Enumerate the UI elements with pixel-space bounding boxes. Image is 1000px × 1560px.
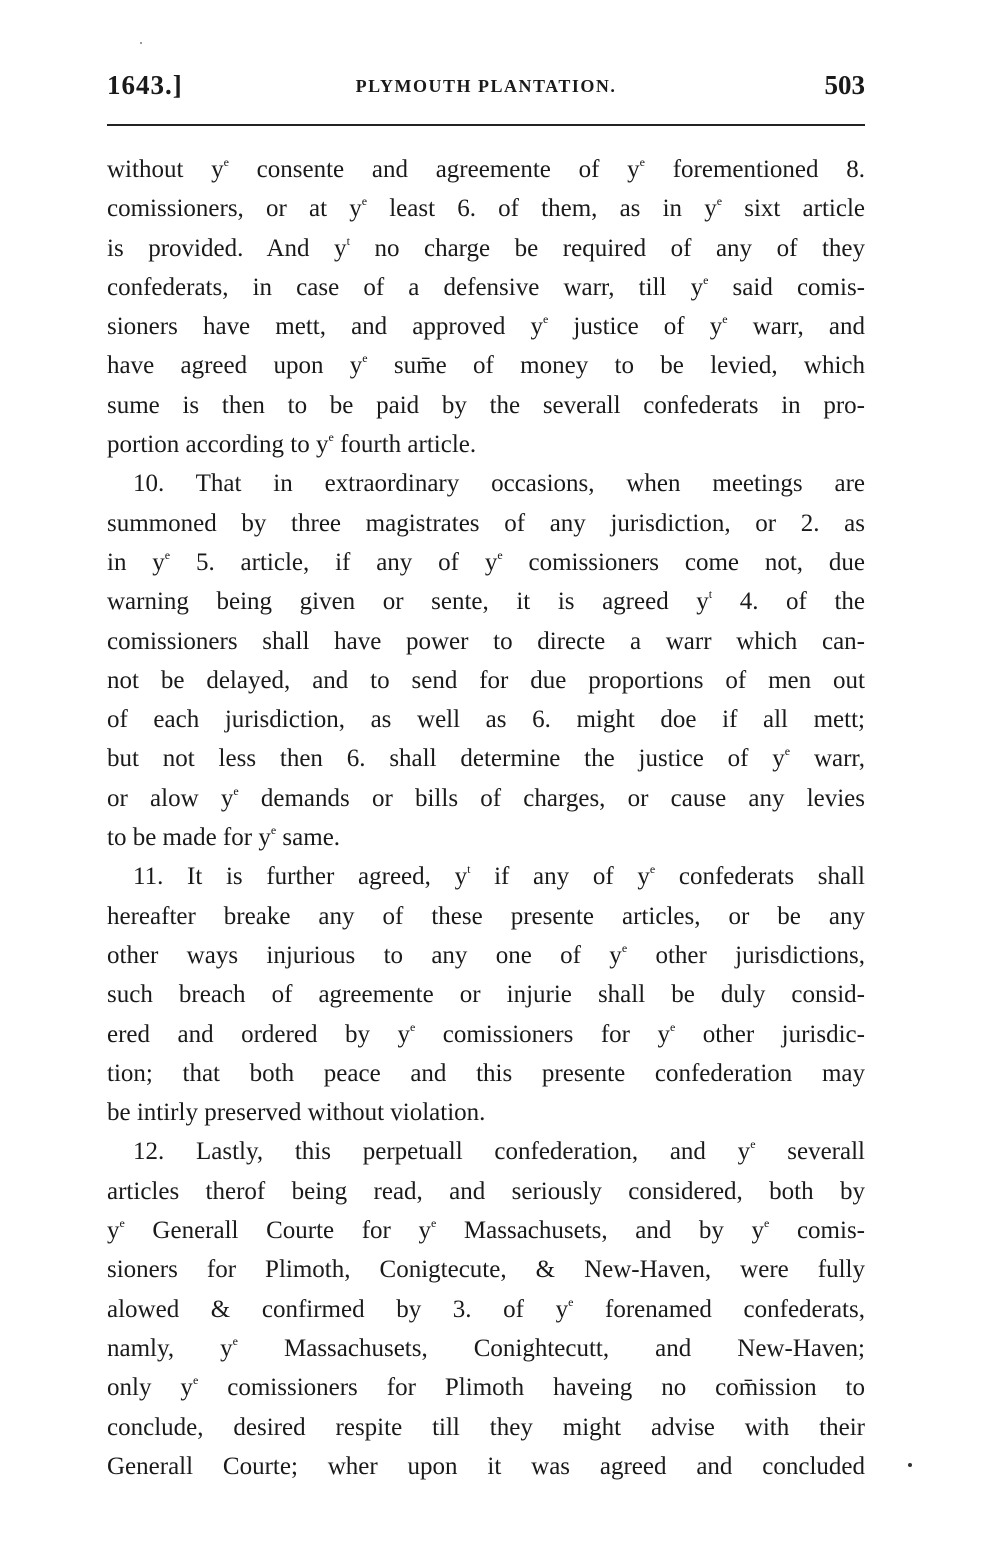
text-line: warning being given or sente, it is agreed $y^t$ 4. of the xyxy=(107,587,865,616)
text-line: namly, $y^e$ Massachusets, Conightecutt, and New-Haven; xyxy=(107,1333,865,1362)
text-line: or alow $y^e$ demands or bills of charges, or cause any levies xyxy=(107,783,866,812)
text-line: only $y^e$ comissioners for Plimoth haveing no com̄ission to xyxy=(107,1373,865,1402)
text-line: 11. It is further agreed, $y^t$ if any of $y^e$ confederats shall xyxy=(133,862,865,891)
header-rule xyxy=(107,124,865,126)
text-line: hereafter breake any of these presente articles, or be any xyxy=(107,902,865,930)
text-line: but not less then 6. shall determine the justice of $y^e$ warr, xyxy=(107,744,865,773)
text-line: not be delayed, and to send for due proportions of men out xyxy=(107,666,865,694)
text-line: other ways injurious to any one of $y^e$ other jurisdictions, xyxy=(107,940,865,969)
text-line: comissioners shall have power to directe a warr which can- xyxy=(107,627,865,655)
text-line: be intirly preserved without violation. xyxy=(107,1099,486,1127)
page-body xyxy=(107,150,865,1486)
text-line: comissioners, or at $y^e$ least 6. of them, as in $y^e$ sixt article xyxy=(107,194,865,223)
text-line: confederats, in case of a defensive warr, till $y^e$ said comis- xyxy=(107,272,865,301)
text-line: sioners have mett, and approved $y^e$ justice of $y^e$ warr, and xyxy=(107,312,865,341)
text-line: 10. That in extraordinary occasions, when meetings are xyxy=(133,470,865,498)
text-line: sioners for Plimoth, Conigtecute, & New-Haven, were fully xyxy=(107,1256,865,1284)
text-line: of each jurisdiction, as well as 6. might doe if all mett; xyxy=(107,706,865,734)
text-line: $y^e$ Generall Courte for $y^e$ Massachusets, and by $y^e$ comis- xyxy=(107,1216,865,1245)
text-line: to be made for $y^e$ same. xyxy=(107,823,341,852)
stray-ink-dot xyxy=(908,1463,912,1467)
text-line: in $y^e$ 5. article, if any of $y^e$ comissioners come not, due xyxy=(107,547,865,576)
paragraph-continuation xyxy=(107,150,865,464)
text-line: is provided. And $y^t$ no charge be required of any of they xyxy=(107,233,865,262)
text-line: articles therof being read, and seriously considered, both by xyxy=(107,1177,865,1205)
stray-ink-mark xyxy=(140,42,142,44)
paragraph-article-10 xyxy=(107,464,865,857)
text-line: 12. Lastly, this perpetuall confederation, and $y^e$ severall xyxy=(133,1137,865,1166)
running-title: PLYMOUTH PLANTATION. xyxy=(355,76,617,96)
header-year: 1643.] xyxy=(107,70,183,100)
text-line: such breach of agreemente or injurie shall be duly consid- xyxy=(107,981,865,1009)
paragraph-article-11 xyxy=(107,857,865,1132)
text-line: summoned by three magistrates of any jurisdiction, or 2. as xyxy=(107,509,865,537)
text-line: tion; that both peace and this presente confederation may xyxy=(107,1059,865,1087)
paragraph-article-12 xyxy=(107,1132,865,1486)
page-header xyxy=(107,70,865,110)
page-number: 503 xyxy=(824,70,865,100)
text-line: without $y^e$ consente and agreemente of $y^e$ forementioned 8. xyxy=(107,155,865,183)
text-line: have agreed upon $y^e$ sum̄e of money to be levied, which xyxy=(107,351,865,380)
text-line: conclude, desired respite till they might advise with their xyxy=(107,1413,865,1441)
text-line: portion according to $y^e$ fourth article. xyxy=(107,430,477,459)
text-line: ered and ordered by $y^e$ comissioners for $y^e$ other jurisdic- xyxy=(107,1019,865,1048)
text-line: sume is then to be paid by the severall confederats in pro- xyxy=(107,391,865,419)
text-line: Generall Courte; wher upon it was agreed and concluded xyxy=(107,1452,865,1480)
text-line: alowed & confirmed by 3. of $y^e$ forenamed confederats, xyxy=(107,1294,865,1323)
